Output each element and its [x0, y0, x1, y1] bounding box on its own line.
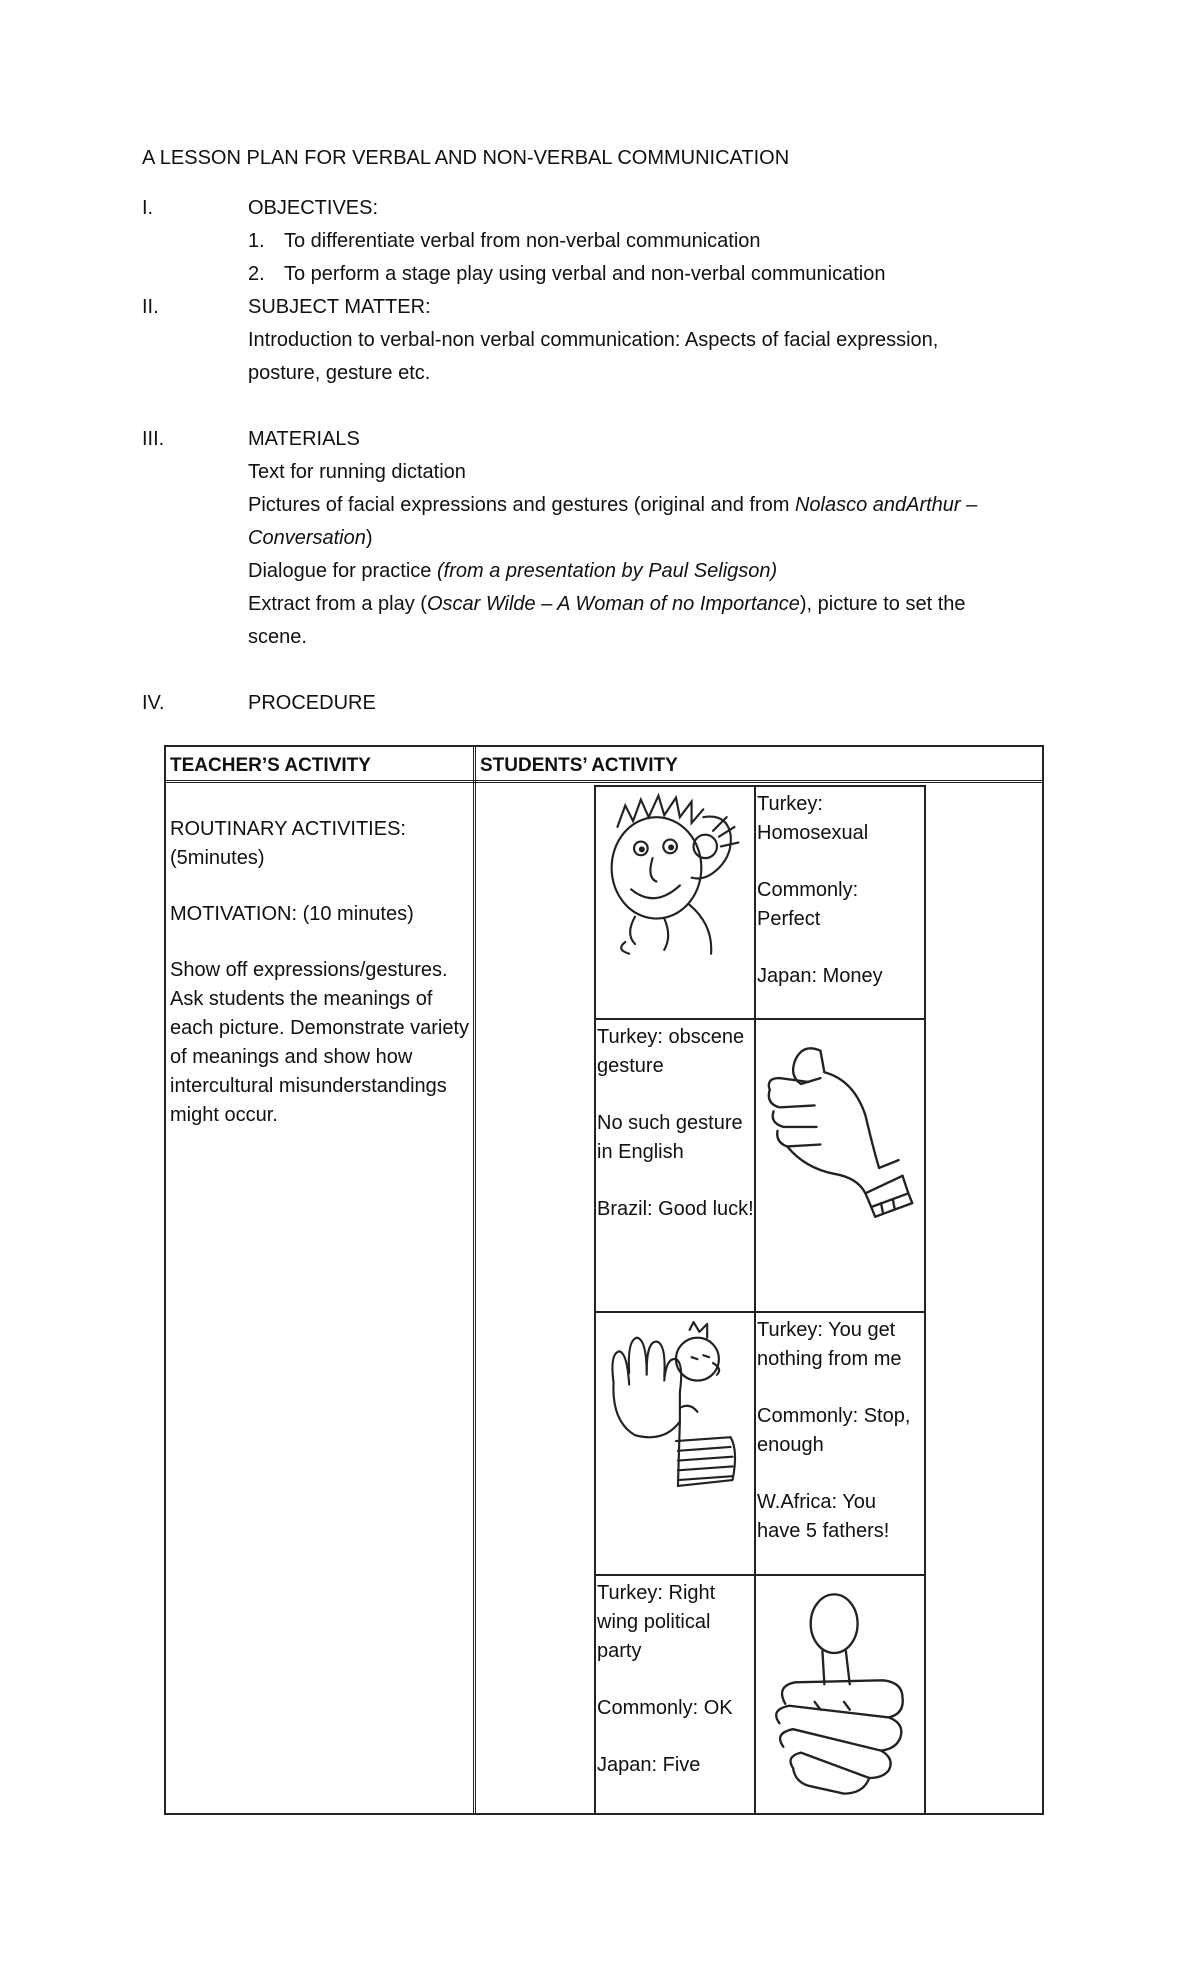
materials-heading: III. MATERIALS [142, 428, 360, 450]
gesture-meaning: Turkey: obscene gesture [597, 1026, 745, 1077]
gesture-meaning: Japan: Five [597, 1754, 701, 1776]
gesture-meanings-cell [754, 1311, 926, 1576]
students-activity-header: STUDENTS’ ACTIVITY [480, 755, 678, 776]
subject-matter-text: posture, gesture etc. [248, 362, 431, 384]
objective-item: 1. To differentiate verbal from non-verbal communication [248, 230, 761, 252]
objectives-heading: I. OBJECTIVES: [142, 197, 379, 219]
table-divider [166, 780, 1042, 783]
procedure-heading: IV. PROCEDURE [142, 692, 376, 714]
objective-item: 2. To perform a stage play using verbal and non-verbal communication [248, 263, 886, 285]
gesture-meaning: Turkey: You get nothing from me [757, 1319, 902, 1370]
gesture-meaning: Turkey: Homosexual [757, 793, 869, 844]
motivation: MOTIVATION: (10 minutes) [170, 903, 414, 925]
thumbs-up-icon [756, 1576, 924, 1813]
open-palm-icon [596, 1313, 754, 1574]
materials-item: Extract from a play (Oscar Wilde – A Woman of no Importance), picture to set the [248, 593, 966, 615]
subject-matter-heading: II. SUBJECT MATTER: [142, 296, 431, 318]
ok-sign-face-icon [596, 787, 754, 1018]
gesture-meanings-cell [594, 1018, 756, 1313]
gesture-picture-cell [594, 785, 756, 1020]
gesture-picture-cell [754, 1018, 926, 1313]
gesture-picture-cell [754, 1574, 926, 1815]
materials-item: scene. [248, 626, 307, 648]
gesture-meanings-cell [594, 1574, 756, 1815]
subject-matter-text: Introduction to verbal-non verbal communication: Aspects of facial expression, [248, 329, 939, 351]
gesture-meaning: Japan: Money [757, 965, 883, 987]
materials-item: Pictures of facial expressions and gestures (original and from Nolasco andArthur – [248, 494, 978, 516]
gesture-meaning: Commonly: OK [597, 1697, 733, 1719]
gesture-meanings-cell [754, 785, 926, 1020]
gesture-meaning: Brazil: Good luck! [597, 1198, 754, 1220]
page-title: A LESSON PLAN FOR VERBAL AND NON-VERBAL COMMUNICATION [142, 147, 790, 169]
gesture-meaning: W.Africa: You have 5 fathers! [757, 1491, 890, 1542]
materials-item: Conversation) [248, 527, 373, 549]
gesture-meaning: Commonly: Stop, enough [757, 1405, 911, 1456]
teacher-activity-cell [170, 815, 470, 1157]
table-divider [473, 747, 476, 1813]
fig-fist-icon [756, 1020, 924, 1311]
routinary-activities: ROUTINARY ACTIVITIES: (5minutes) [170, 818, 406, 869]
motivation-instructions: Show off expressions/gestures. Ask students the meanings of each picture. Demonstrate variety of meanings and show how intercultural misunderstandings might occur. [170, 959, 470, 1126]
gesture-picture-cell [594, 1311, 756, 1576]
materials-item: Dialogue for practice (from a presentation by Paul Seligson) [248, 560, 778, 582]
gesture-table [594, 785, 926, 1815]
gesture-meaning: Commonly: Perfect [757, 879, 859, 930]
gesture-meaning: Turkey: Right wing political party [597, 1582, 716, 1662]
materials-item: Text for running dictation [248, 461, 466, 483]
gesture-meaning: No such gesture in English [597, 1112, 743, 1163]
teacher-activity-header: TEACHER’S ACTIVITY [170, 755, 371, 776]
